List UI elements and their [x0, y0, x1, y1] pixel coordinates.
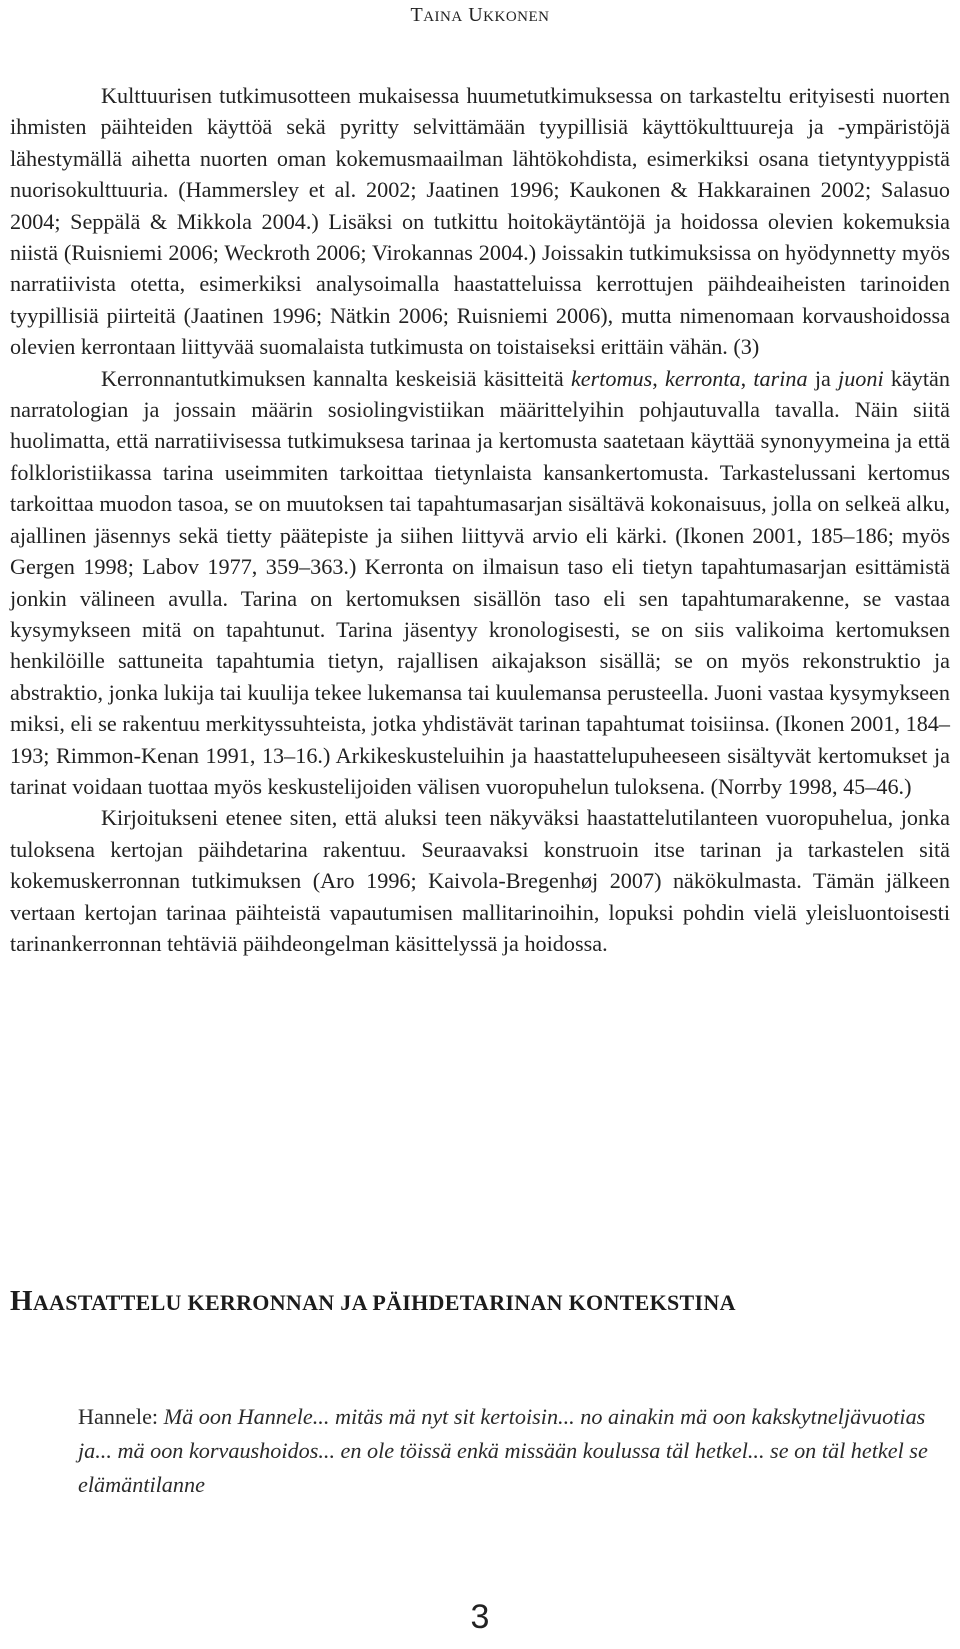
- paragraph-3: Kirjoitukseni etenee siten, että aluksi teen näkyväksi haastattelutilanteen vuoropuhelua, jonka tuloksena kertojan päihdetarina rakentuu. Seuraavaksi konstruoin itse tarinan ja tarkastelen sitä kokemuskerronnan tutkimuksen (Aro 1996; Kaivola-Bregenhøj 2007) näkökulmasta. Tämän jälkeen vertaan kertojan tarinaa päihteistä vapautumisen mallitarinoihin, lopuksi pohdin vielä yleisluontoisesti tarinankerronnan tehtäviä päihdeongelman käsittelyssä ja hoidossa.: [10, 805, 950, 956]
- section-heading-initial: H: [10, 1285, 33, 1317]
- term-juoni: juoni: [838, 365, 884, 391]
- running-head-author: [0, 4, 960, 27]
- term-separator: ,: [652, 365, 666, 391]
- term-separator: ,: [740, 365, 754, 391]
- paragraph-2-start: Kerronnantutkimuksen kannalta keskeisiä käsitteitä: [101, 365, 571, 391]
- term-tarina: tarina: [753, 365, 808, 391]
- author-last-initial: U: [468, 4, 484, 26]
- quote-speaker: Hannele:: [78, 1404, 164, 1429]
- quote-text: Mä oon Hannele... mitäs mä nyt sit kertoisin... no ainakin mä oon kakskytneljävuotias ja... mä oon korvaushoidos... en ole töissä enkä missään koulussa täl hetkel... se on täl hetkel se elämäntilanne: [78, 1404, 928, 1497]
- author-first-initial: T: [410, 4, 424, 26]
- paragraph-1: Kulttuurisen tutkimusotteen mukaisessa huumetutkimuksessa on tarkasteltu erityisesti nuorten ihmisten päihteiden käyttöä sekä pyritty selvittämään tyypillisiä käyttökulttuureja ja -ympäristöjä lähestymällä aihetta nuorten oman kokemusmaailman lähtökohdista, esimerkiksi osana tietyntyyppistä nuorisokulttuuria. (Hammersley et al. 2002; Jaatinen 1996; Kaukonen & Hakkarainen 2002; Salasuo 2004; Seppälä & Mikkola 2004.) Lisäksi on tutkittu hoitokäytäntöjä ja hoidossa olevien kokemuksia niistä (Ruisniemi 2006; Weckroth 2006; Virokannas 2004.) Joissakin tutkimuksissa on hyödynnetty myös narratiivista otetta, esimerkiksi analysoimalla haastatteluissa kerrottujen päihdeaiheisten tarinoiden tyypillisiä piirteitä (Jaatinen 1996; Nätkin 2006; Ruisniemi 2006), mutta nimenomaan korvaushoidossa olevien kerrontaan liittyvää suomalaista tutkimusta on toistaiseksi erittäin vähän. (3): [10, 83, 950, 360]
- paragraph-2: [10, 363, 950, 803]
- interview-excerpt: [78, 1400, 933, 1502]
- body-text: [10, 80, 950, 959]
- author-first-rest: AINA: [423, 9, 463, 25]
- term-conjunction: ja: [807, 365, 839, 391]
- section-heading: [10, 1285, 950, 1318]
- page-number: 3: [470, 1598, 490, 1636]
- paragraph-2-rest: käytän narratologian ja jossain määrin sosiolingvistiikan määrittelyihin pohjautuvalla tavalla. Näin siitä huolimatta, että narratiivisessa tutkimuksesa tarinaa ja kertomusta saatetaan käyttää synonyymeina ja että folkloristiikassa tarina useimmiten tarkoittaa tietynlaista kansankertomusta. Tarkastelussani kertomus tarkoittaa muodon tasoa, se on muutoksen tai tapahtumasarjan sisältävä kokonaisuus, jolla on selkeä alku, ajallinen jäsennys sekä tietty päätepiste ja siihen liittyvä arvio eli kärki. (Ikonen 2001, 185–186; myös Gergen 1998; Labov 1977, 359–363.) Kerronta on ilmaisun taso eli tietyn tapahtumasarjan esittämistä jonkin välineen avulla. Tarina on kertomuksen sisällön taso eli sen tapahtumarakenne, se vastaa kysymykseen mitä on tapahtunut. Tarina jäsentyy kronologisesti, se on siis valikoima kertomuksen henkilöille sattuneita tapahtumia tietyn, rajallisen aikajakson sisällä; se on myös rekonstruktio ja abstraktio, jonka lukija tai kuulija tekee lukemansa tai kuulemansa perusteella. Juoni vastaa kysymykseen miksi, eli se rakentuu merkityssuhteista, jotka yhdistävät tarinan tapahtumat toisiinsa. (Ikonen 2001, 184–193; Rimmon-Kenan 1991, 13–16.) Arkikeskusteluihin ja haastattelupuheeseen sisältyvät kertomukset ja tarinat voidaan tuottaa myös keskustelijoiden välisen vuoropuhelun tuloksena. (Norrby 1998, 45–46.): [10, 365, 950, 799]
- section-heading-rest: AASTATTELU KERRONNAN JA PÄIHDETARINAN KONTEKSTINA: [32, 1290, 736, 1315]
- author-last-rest: KKONEN: [483, 9, 550, 25]
- term-kerronta: kerronta: [665, 365, 741, 391]
- term-kertomus: kertomus: [570, 365, 653, 391]
